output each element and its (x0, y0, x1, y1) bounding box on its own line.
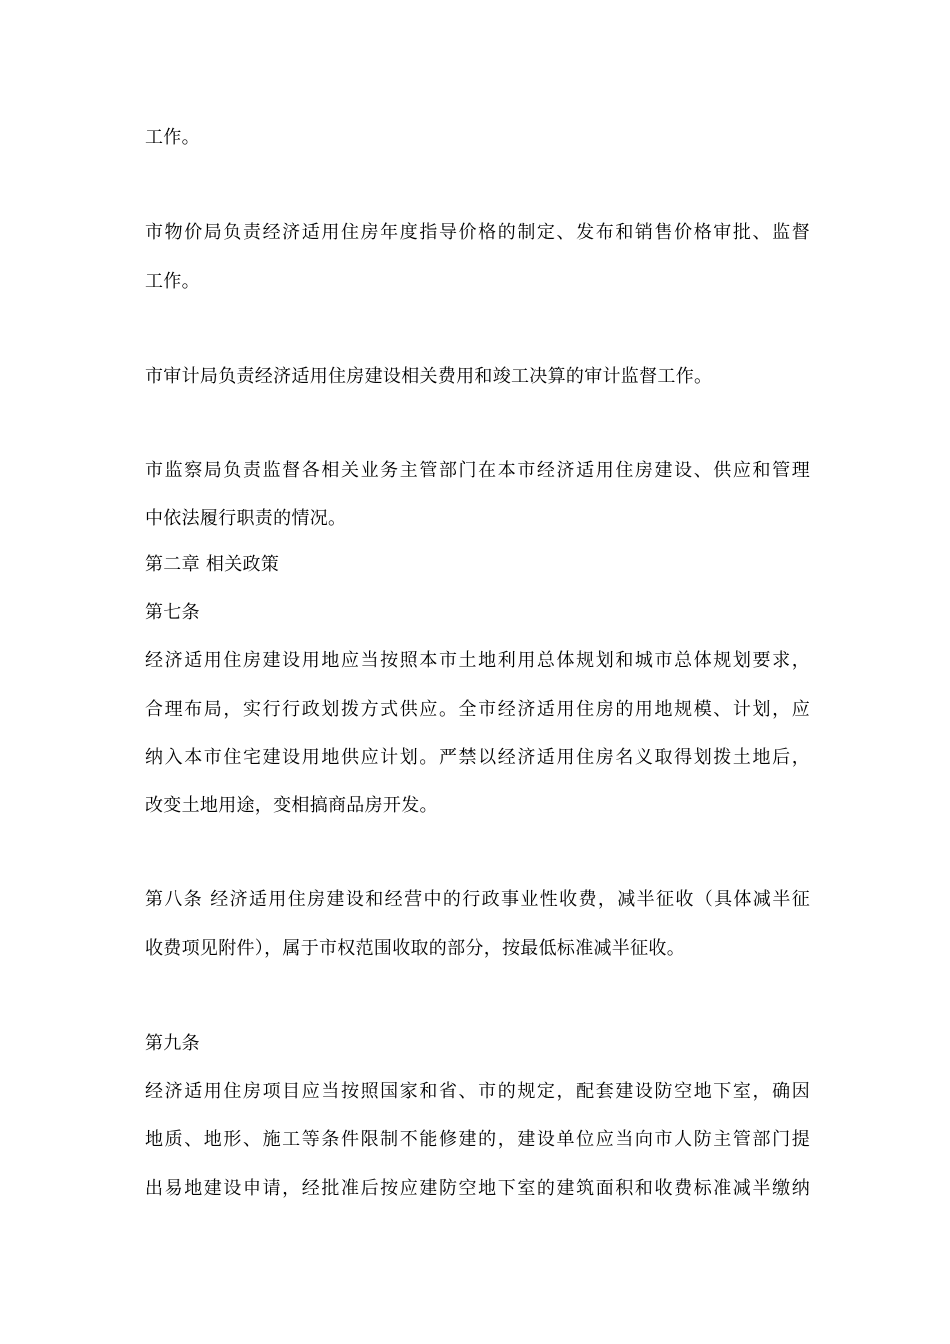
text-line: 改变土地用途，变相搞商品房开发。 (145, 795, 438, 816)
text-line: 纳入本市住宅建设用地供应计划。严禁以经济适用住房名义取得划拨土地后， (145, 747, 810, 768)
chapter-heading: 第二章 相关政策 (145, 554, 280, 575)
text-line: 市物价局负责经济适用住房年度指导价格的制定、发布和销售价格审批、监督 (145, 222, 810, 243)
text-line: 地质、地形、施工等条件限制不能修建的，建设单位应当向市人防主管部门提 (145, 1129, 810, 1150)
article-heading: 第七条 (145, 602, 200, 623)
article-heading: 第九条 (145, 1033, 200, 1054)
text-line: 经济适用住房项目应当按照国家和省、市的规定，配套建设防空地下室，确因 (145, 1081, 810, 1102)
text-line: 出易地建设申请，经批准后按应建防空地下室的建筑面积和收费标准减半缴纳 (145, 1178, 810, 1199)
text-line: 第八条 经济适用住房建设和经营中的行政事业性收费，减半征收（具体减半征 (145, 889, 810, 910)
text-line: 市审计局负责经济适用住房建设相关费用和竣工决算的审计监督工作。 (145, 366, 713, 387)
text-line: 工作。 (145, 127, 200, 148)
text-line: 市监察局负责监督各相关业务主管部门在本市经济适用住房建设、供应和管理 (145, 460, 810, 481)
text-line: 中依法履行职责的情况。 (145, 508, 347, 529)
text-line: 工作。 (145, 271, 200, 292)
text-line: 收费项见附件），属于市权范围收取的部分，按最低标准减半征收。 (145, 938, 685, 959)
text-line: 经济适用住房建设用地应当按照本市土地利用总体规划和城市总体规划要求， (145, 650, 810, 671)
text-line: 合理布局，实行行政划拨方式供应。全市经济适用住房的用地规模、计划，应 (145, 699, 810, 720)
